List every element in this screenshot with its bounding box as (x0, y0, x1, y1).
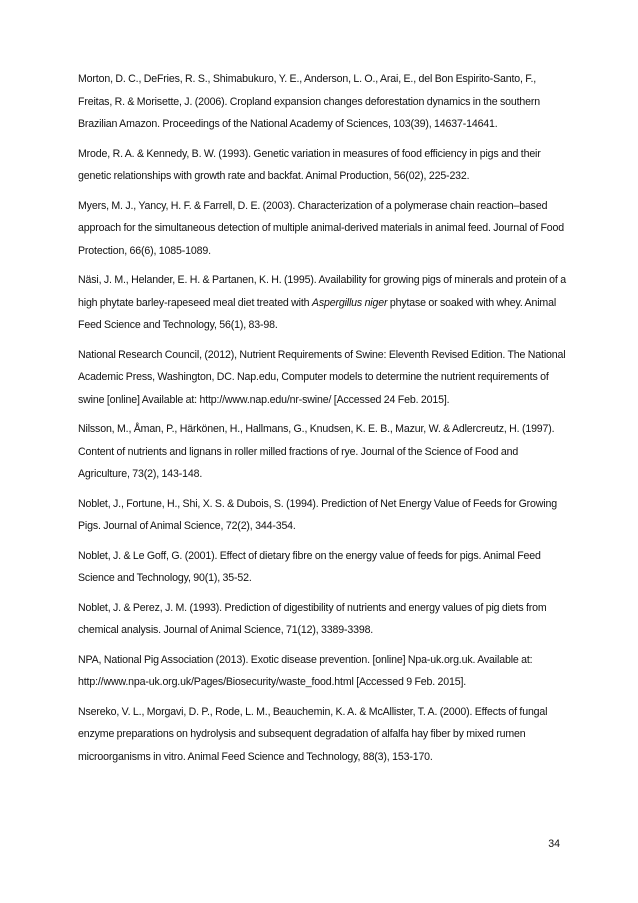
reference-nasi-1995-text-after: phytase or soaked with whey. Animal Feed Science and Technology, 56(1), 83-98. (78, 296, 557, 331)
page-number: 34 (548, 838, 560, 850)
reference-nasi-1995-text-before: Näsi, J. M., Helander, E. H. & Partanen, K. H. (1995). Availability for growing pigs of minerals and protein of a high phytate barley-rapeseed meal diet treated with (78, 274, 566, 309)
reference-nrc-2012: National Research Council, (2012), Nutrient Requirements of Swine: Eleventh Revised Edition. The National Academic Press, Washington, DC. Nap.edu, Computer models to determine the nutrient requirements of swine [online] Available at: http://www.nap.edu/nr-swine/ [Accessed 24 Feb. 2015]. (78, 348, 566, 406)
reference-noblet-legoff-2001: Noblet, J. & Le Goff, G. (2001). Effect of dietary fibre on the energy value of feeds for pigs. Animal Feed Science and Technology, 90(1), 35-52. (78, 549, 541, 584)
reference-nilsson-1997: Nilsson, M., Åman, P., Härkönen, H., Hallmans, G., Knudsen, K. E. B., Mazur, W. & Adlercreutz, H. (1997). Content of nutrients and lignans in roller milled fractions of rye. Journal of the Science of Food and Agriculture, 73(2), 143-148. (78, 423, 555, 480)
reference-mrode-1993: Mrode, R. A. & Kennedy, B. W. (1993). Genetic variation in measures of food efficiency in pigs and their genetic relationships with growth rate and backfat. Animal Production, 56(02), 225-232. (78, 147, 541, 182)
reference-nsereko-2000: Nsereko, V. L., Morgavi, D. P., Rode, L. M., Beauchemin, K. A. & McAllister, T. A. (2000). Effects of fungal enzyme preparations on hydrolysis and subsequent degradation of alfalfa hay fiber by mixed rumen microorganisms in vitro. Animal Feed Science and Technology, 88(3), 153-170. (78, 705, 548, 763)
reference-list (78, 68, 570, 775)
reference-npa-2013: NPA, National Pig Association (2013). Exotic disease prevention. [online] Npa-uk.org.uk. Available at: http://www.npa-uk.org.uk/Pages/Biosecurity/waste_food.html [Accessed 9 Feb. 2015]. (78, 653, 533, 688)
reference-nasi-1995 (78, 269, 570, 337)
reference-nasi-1995-species: Aspergillus niger (311, 296, 388, 309)
reference-myers-2003: Myers, M. J., Yancy, H. F. & Farrell, D. E. (2003). Characterization of a polymerase chain reaction–based approach for the simultaneous detection of multiple animal-derived materials in animal feed. Journal of Food Protection, 66(6), 1085-1089. (78, 199, 565, 257)
reference-noblet-1994: Noblet, J., Fortune, H., Shi, X. S. & Dubois, S. (1994). Prediction of Net Energy Value of Feeds for Growing Pigs. Journal of Animal Science, 72(2), 344-354. (78, 497, 557, 532)
reference-noblet-perez-1993: Noblet, J. & Perez, J. M. (1993). Prediction of digestibility of nutrients and energy values of pig diets from chemical analysis. Journal of Animal Science, 71(12), 3389-3398. (78, 601, 547, 636)
reference-morton-2006: Morton, D. C., DeFries, R. S., Shimabukuro, Y. E., Anderson, L. O., Arai, E., del Bon Espirito-Santo, F., Freitas, R. & Morisette, J. (2006). Cropland expansion changes deforestation dynamics in the southern Brazilian Amazon. Proceedings of the National Academy of Sciences, 103(39), 14637-14641. (78, 73, 541, 130)
